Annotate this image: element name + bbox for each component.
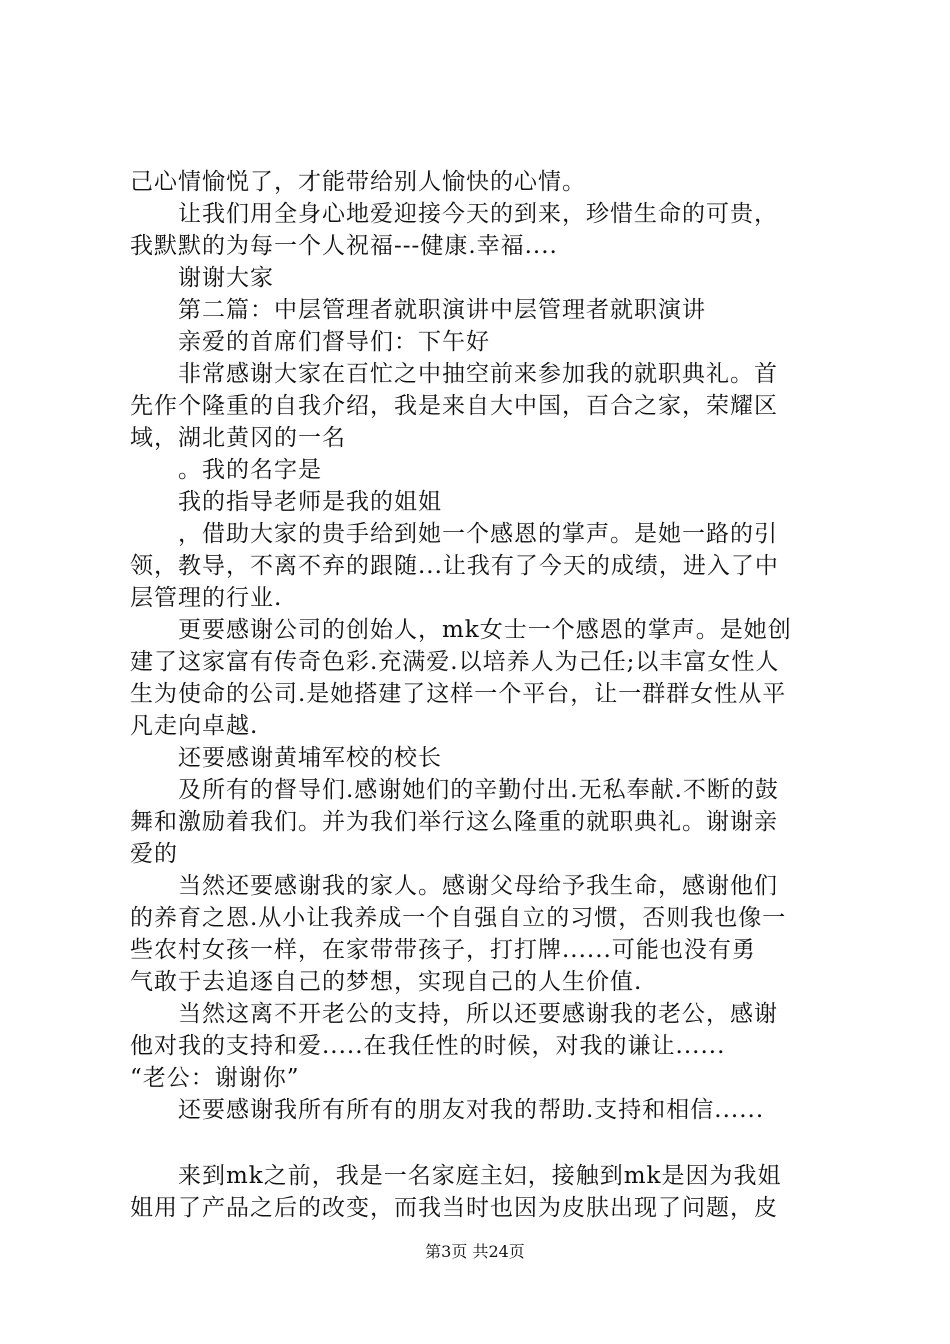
text-line: 更要感谢公司的创始人，mk女士一个感恩的掌声。是她创 <box>178 617 792 643</box>
text-line: 我默默的为每一个人祝福---健康.幸福.... <box>130 233 558 259</box>
text-line: “老公：谢谢你” <box>130 1065 300 1091</box>
text-line: 爱的 <box>130 841 178 867</box>
text-line: 他对我的支持和爱.....在我任性的时候，对我的谦让...... <box>130 1033 726 1059</box>
text-line: 的养育之恩.从小让我养成一个自强自立的习惯，否则我也像一 <box>130 905 787 931</box>
text-line: 先作个隆重的自我介绍，我是来自大中国，百合之家，荣耀区 <box>130 393 778 419</box>
document-body <box>130 166 830 1224</box>
text-line: 让我们用全身心地爱迎接今天的到来，珍惜生命的可贵， <box>178 201 778 227</box>
text-line: 生为使命的公司.是她搭建了这样一个平台，让一群群女性从平 <box>130 681 787 707</box>
text-line: 亲爱的首席们督导们：下午好 <box>178 329 490 355</box>
text-line: 。我的名字是 <box>178 457 322 483</box>
text-line: 当然这离不开老公的支持，所以还要感谢我的老公，感谢 <box>178 1001 778 1027</box>
text-line: 第二篇：中层管理者就职演讲中层管理者就职演讲 <box>178 297 706 323</box>
text-line: 域，湖北黄冈的一名 <box>130 425 346 451</box>
text-line: 还要感谢我所有所有的朋友对我的帮助.支持和相信...... <box>178 1097 765 1123</box>
text-line: 非常感谢大家在百忙之中抽空前来参加我的就职典礼。首 <box>178 361 778 387</box>
text-line: ，借助大家的贵手给到她一个感恩的掌声。是她一路的引 <box>178 521 778 547</box>
text-line: 些农村女孩一样，在家带带孩子，打打牌......可能也没有勇 <box>130 937 756 963</box>
text-line: 我的指导老师是我的姐姐 <box>178 489 442 515</box>
text-line: 己心情愉悦了，才能带给别人愉快的心情。 <box>130 169 586 195</box>
text-line: 及所有的督导们.感谢她们的辛勤付出.无私奉献.不断的鼓 <box>178 777 779 803</box>
text-line: 领，教导，不离不弃的跟随...让我有了今天的成绩，进入了中 <box>130 553 779 579</box>
text-line: 姐用了产品之后的改变，而我当时也因为皮肤出现了问题，皮 <box>130 1195 778 1221</box>
text-line <box>130 1126 830 1160</box>
page-footer: 第3页 共24页 <box>425 1242 525 1261</box>
text-line: 谢谢大家 <box>178 265 274 291</box>
text-line: 气敢于去追逐自己的梦想，实现自己的人生价值. <box>130 969 643 995</box>
text-line: 建了这家富有传奇色彩.充满爱.以培养人为己任;以丰富女性人 <box>130 649 780 675</box>
text-line: 层管理的行业. <box>130 585 283 611</box>
text-line: 来到mk之前，我是一名家庭主妇，接触到mk是因为我姐 <box>178 1163 782 1189</box>
text-line: 舞和激励着我们。并为我们举行这么隆重的就职典礼。谢谢亲 <box>130 809 778 835</box>
text-line: 还要感谢黄埔军校的校长 <box>178 745 442 771</box>
text-line: 当然还要感谢我的家人。感谢父母给予我生命，感谢他们 <box>178 873 778 899</box>
text-line: 凡走向卓越. <box>130 713 259 739</box>
